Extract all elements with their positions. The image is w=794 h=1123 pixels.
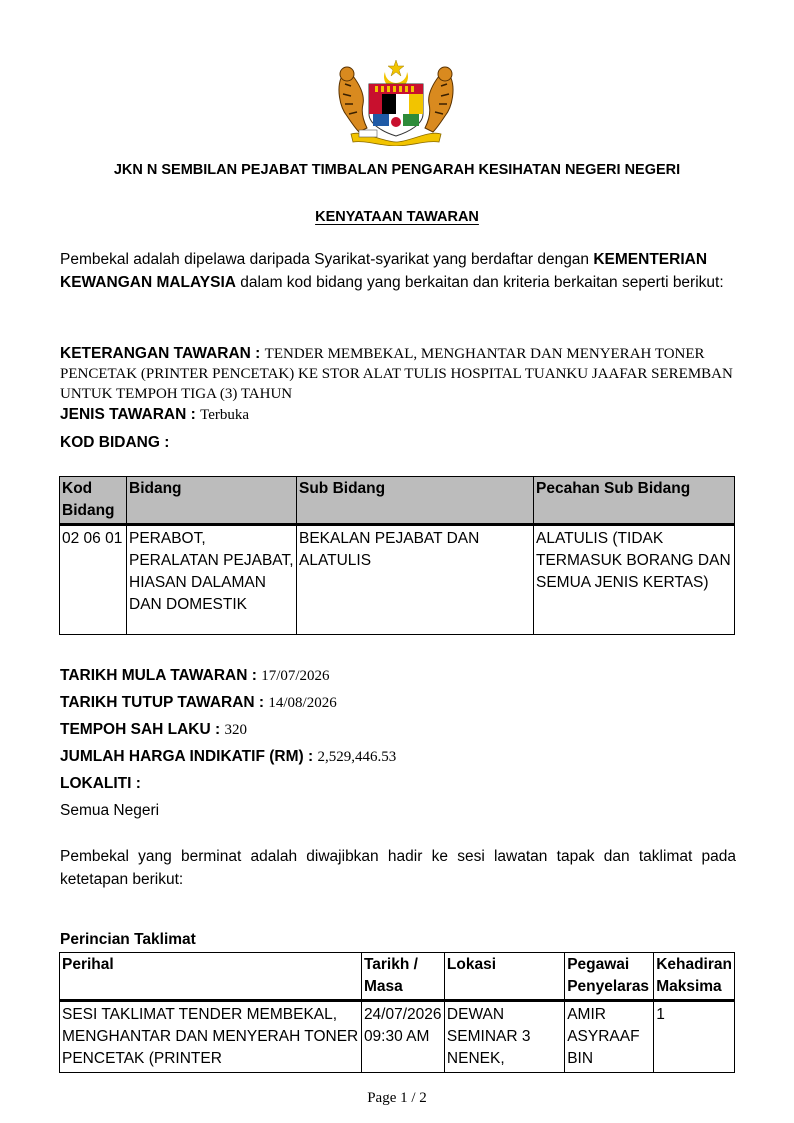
keterangan-tawaran — [60, 344, 736, 404]
tarikh-mula-value: 17/07/2026 — [261, 668, 330, 684]
page-number: Page 1 / 2 — [367, 1090, 427, 1106]
jumlah-label: JUMLAH HARGA INDIKATIF (RM) : — [60, 748, 314, 765]
col-lokasi: Lokasi — [444, 953, 564, 1001]
col-pecahan-sub-bidang: Pecahan Sub Bidang — [534, 477, 735, 525]
table-row — [60, 1001, 735, 1073]
col-kehadiran: Kehadiran Maksima — [654, 953, 735, 1001]
col-kod-bidang: Kod Bidang — [60, 477, 127, 525]
organization-title: JKN N SEMBILAN PEJABAT TIMBALAN PENGARAH KESIHATAN NEGERI NEGERI — [113, 162, 681, 178]
tarikh-tutup — [60, 694, 337, 712]
cell-sub-bidang: BEKALAN PEJABAT DAN ALATULIS — [297, 525, 534, 635]
jenis-tawaran — [60, 406, 249, 424]
tarikh-mula-label: TARIKH MULA TAWARAN : — [60, 667, 257, 684]
col-perihal: Perihal — [60, 953, 362, 1001]
col-bidang: Bidang — [127, 477, 297, 525]
lokaliti-value: Semua Negeri — [60, 802, 160, 819]
jumlah-harga — [60, 748, 396, 766]
document-title-text: KENYATAAN TAWARAN — [315, 209, 479, 225]
tempoh-label: TEMPOH SAH LAKU : — [60, 721, 221, 738]
col-pegawai: Pegawai Penyelaras — [565, 953, 654, 1001]
tarikh-tutup-label: TARIKH TUTUP TAWARAN : — [60, 694, 265, 711]
keterangan-value: TENDER MEMBEKAL, MENGHANTAR DAN MENYERAH TONER PENCETAK (PRINTER PENCETAK) KE STOR ALAT TULIS HOSPITAL TUANKU JAAFAR SEREMBAN UNTUK TEMPOH TIGA (3) TAHUN — [60, 346, 733, 402]
keterangan-label: KETERANGAN TAWARAN : — [60, 345, 261, 362]
cell-kehadiran: 1 — [654, 1001, 735, 1073]
table-header-row — [60, 477, 735, 525]
jenis-value: Terbuka — [200, 407, 250, 423]
tempoh-sah-laku — [60, 721, 247, 739]
table-header-row — [60, 953, 735, 1001]
malaysia-coat-of-arms-icon — [333, 58, 459, 146]
taklimat-table — [59, 952, 735, 1073]
cell-tarikh-masa: 24/07/2026 09:30 AM — [361, 1001, 444, 1073]
kod-bidang-table — [59, 476, 735, 635]
cell-pecahan: ALATULIS (TIDAK TERMASUK BORANG DAN SEMUA JENIS KERTAS) — [534, 525, 735, 635]
tarikh-mula — [60, 667, 330, 685]
jenis-label: JENIS TAWARAN : — [60, 406, 196, 423]
cell-bidang: PERABOT, PERALATAN PEJABAT, HIASAN DALAMAN DAN DOMESTIK — [127, 525, 297, 635]
intro-paragraph — [60, 248, 736, 294]
taklimat-table-container — [59, 952, 736, 1074]
document-title — [0, 209, 794, 225]
lokaliti-label: LOKALITI : — [60, 775, 141, 792]
intro-text-2: dalam kod bidang yang berkaitan dan kriteria berkaitan seperti berikut: — [235, 274, 724, 291]
col-sub-bidang: Sub Bidang — [297, 477, 534, 525]
table-row — [60, 525, 735, 635]
cell-lokasi: DEWAN SEMINAR 3 NENEK, — [444, 1001, 564, 1073]
closing-paragraph: Pembekal yang berminat adalah diwajibkan hadir ke sesi lawatan tapak dan taklimat pada ketetapan berikut: — [60, 848, 736, 888]
intro-text-1: Pembekal adalah dipelawa daripada Syarikat-syarikat yang berdaftar dengan — [60, 251, 594, 268]
col-tarikh-masa: Tarikh / Masa — [361, 953, 444, 1001]
tempoh-value: 320 — [224, 722, 247, 738]
cell-pegawai: AMIR ASYRAAF BIN — [565, 1001, 654, 1073]
intro-ministry: KEMENTERIAN KEWANGAN MALAYSIA — [60, 251, 708, 291]
cell-perihal: SESI TAKLIMAT TENDER MEMBEKAL, MENGHANTAR DAN MENYERAH TONER PENCETAK (PRINTER — [60, 1001, 362, 1073]
jumlah-value: 2,529,446.53 — [317, 749, 397, 765]
kod-bidang-label: KOD BIDANG : — [60, 434, 170, 451]
tarikh-tutup-value: 14/08/2026 — [268, 695, 337, 711]
perincian-taklimat-title: Perincian Taklimat — [60, 931, 196, 948]
cell-kod: 02 06 01 — [60, 525, 127, 635]
